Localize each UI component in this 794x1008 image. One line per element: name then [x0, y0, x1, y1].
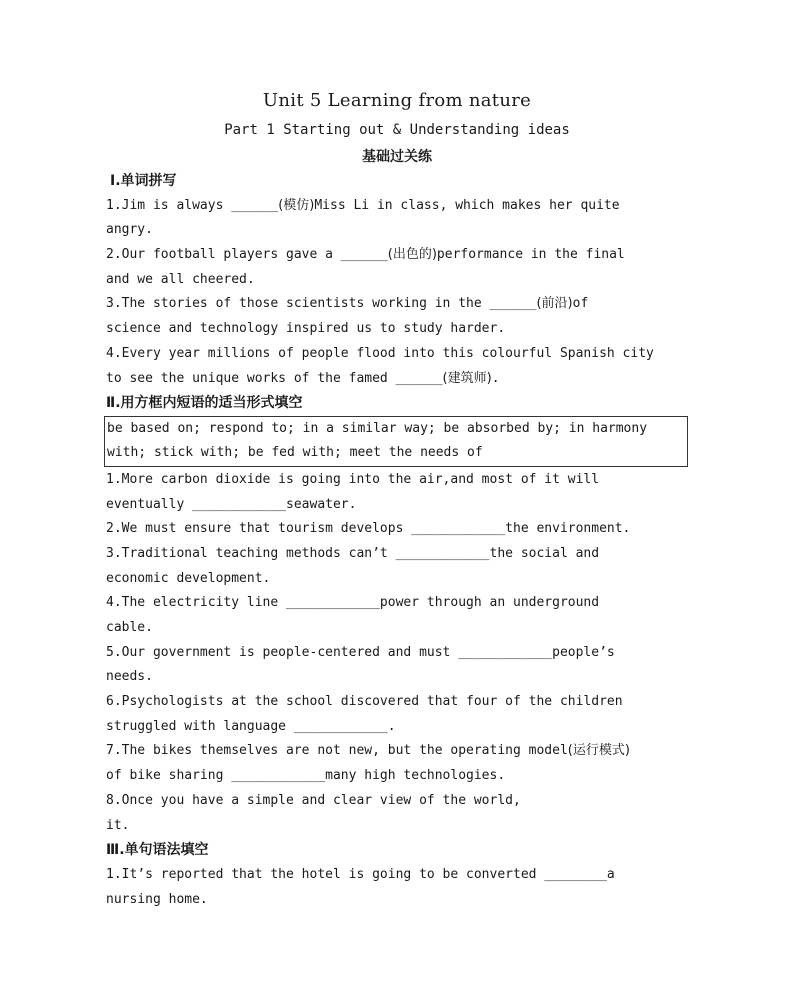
s2-q5-line2: needs. [106, 669, 153, 685]
s2-q1-line2: eventually ____________seawater. [106, 496, 357, 512]
s2-q8-line2: it. [106, 817, 130, 833]
section3-heading: Ⅲ.单句语法填空 [106, 842, 209, 859]
s1-q3-line1: 3.The stories of those scientists working in the ______(前沿)of [106, 296, 589, 312]
s3-q1-line2: nursing home. [106, 891, 208, 907]
s2-q4-line2: cable. [106, 620, 153, 635]
s2-q7-line2: of bike sharing ____________many high technologies. [106, 768, 506, 784]
page-subtitle: Part 1 Starting out & Understanding ideas [224, 122, 570, 138]
s1-q1-line1: 1.Jim is always ______(模仿)Miss Li in class, which makes her quite [106, 197, 620, 213]
section2-heading: Ⅱ.用方框内短语的适当形式填空 [106, 395, 303, 412]
s2-q3-line1: 3.Traditional teaching methods can’t ____________the social and [106, 545, 600, 561]
s1-q1-line2: angry. [106, 222, 153, 238]
s2-q4-line1: 4.The electricity line ____________power through an underground [106, 595, 600, 611]
s3-q1-line1: 1.It’s reported that the hotel is going to be converted ________a [106, 866, 615, 882]
s2-q7-line1: 7.The bikes themselves are not new, but the operating model(运行模式) [106, 743, 630, 759]
section1-heading: Ⅰ.单词拼写 [110, 173, 177, 189]
s1-q2-line2: and we all cheered. [106, 271, 255, 287]
exercise-content [106, 169, 696, 912]
section-label: 基础过关练 [362, 149, 432, 165]
s2-q2-line1: 2.We must ensure that tourism develops ____________the environment. [106, 521, 631, 537]
phrase-box-line1: be based on; respond to; in a similar way; be absorbed by; in harmony [107, 420, 648, 436]
page-title: Unit 5 Learning from nature [262, 90, 532, 111]
phrase-box-line2: with; stick with; be fed with; meet the needs of [107, 445, 483, 461]
s2-q3-line2: economic development. [106, 570, 271, 586]
s1-q2-line1: 2.Our football players gave a ______(出色的)performance in the final [106, 247, 625, 263]
s2-q6-line2: struggled with language ____________. [106, 718, 396, 734]
s2-q1-line1: 1.More carbon dioxide is going into the air,and most of it will [106, 471, 600, 487]
phrase-box [104, 416, 688, 467]
s2-q5-line1: 5.Our government is people-centered and must ____________people’s [106, 644, 615, 660]
s1-q4-line1: 4.Every year millions of people flood into this colourful Spanish city [106, 345, 654, 361]
s1-q3-line2: science and technology inspired us to study harder. [106, 321, 506, 337]
s2-q8-line1: 8.Once you have a simple and clear view of the world, [106, 792, 521, 808]
s1-q4-line2: to see the unique works of the famed ______(建筑师). [106, 370, 500, 386]
s2-q6-line1: 6.Psychologists at the school discovered that four of the children [106, 694, 623, 710]
